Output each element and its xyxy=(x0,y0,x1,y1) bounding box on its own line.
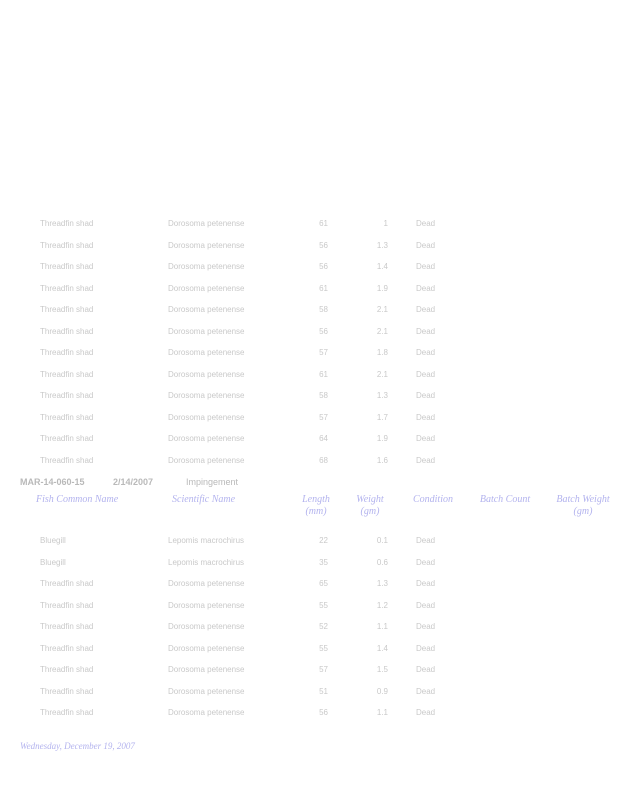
weight-value: 0.6 xyxy=(376,557,388,567)
table-row xyxy=(0,348,618,362)
condition-value: Dead xyxy=(416,240,436,250)
fish-common-name: Threadfin shad xyxy=(40,455,94,465)
fish-common-name: Bluegill xyxy=(40,557,66,567)
table-row xyxy=(0,413,618,427)
scientific-name: Dorosoma petenense xyxy=(168,391,245,400)
weight-value: 1.1 xyxy=(376,622,388,631)
length-value: 55 xyxy=(319,643,328,653)
fish-common-name: Threadfin shad xyxy=(40,391,94,400)
length-value: 61 xyxy=(319,219,328,228)
weight-value: 1.3 xyxy=(376,240,388,250)
header-weight-line2: (gm) xyxy=(360,506,380,517)
weight-value: 1.8 xyxy=(376,348,388,357)
weight-value: 2.1 xyxy=(376,326,388,336)
length-value: 58 xyxy=(319,391,328,400)
header-batch-weight xyxy=(548,494,618,518)
scientific-name: Dorosoma petenense xyxy=(168,686,245,696)
table-row xyxy=(0,622,618,636)
weight-value: 1.3 xyxy=(376,579,388,588)
weight-value: 1.2 xyxy=(376,600,388,610)
header-fish-common-name: Fish Common Name xyxy=(36,494,119,505)
header-length-line2: (mm) xyxy=(305,506,327,517)
weight-value: 2.1 xyxy=(376,369,388,379)
weight-value: 1.5 xyxy=(376,665,388,674)
condition-value: Dead xyxy=(416,369,436,379)
table-row xyxy=(0,579,618,593)
fish-common-name: Threadfin shad xyxy=(40,665,94,674)
length-value: 56 xyxy=(319,262,328,271)
scientific-name: Lepomis macrochirus xyxy=(168,536,245,545)
header-batch-weight-line2: (gm) xyxy=(573,506,593,517)
fish-common-name: Threadfin shad xyxy=(40,643,94,653)
table-row xyxy=(0,391,618,405)
scientific-name: Dorosoma petenense xyxy=(168,412,245,422)
condition-value: Dead xyxy=(416,305,436,314)
weight-value: 2.1 xyxy=(376,305,388,314)
condition-value: Dead xyxy=(416,262,436,271)
length-value: 57 xyxy=(319,665,328,674)
condition-value: Dead xyxy=(416,536,436,545)
fish-common-name: Threadfin shad xyxy=(40,305,94,314)
condition-value: Dead xyxy=(416,455,436,465)
length-value: 68 xyxy=(319,455,328,465)
scientific-name: Dorosoma petenense xyxy=(168,579,245,588)
scientific-name: Dorosoma petenense xyxy=(168,305,245,314)
scientific-name: Dorosoma petenense xyxy=(168,455,245,465)
fish-common-name: Threadfin shad xyxy=(40,369,94,379)
length-value: 56 xyxy=(319,326,328,336)
condition-value: Dead xyxy=(416,708,436,717)
length-value: 61 xyxy=(319,283,328,293)
sample-id: MAR-14-060-15 xyxy=(20,477,85,487)
weight-value: 1.1 xyxy=(376,708,388,717)
scientific-name: Dorosoma petenense xyxy=(168,369,245,379)
condition-value: Dead xyxy=(416,557,436,567)
fish-common-name: Threadfin shad xyxy=(40,686,94,696)
weight-value: 1.9 xyxy=(376,434,388,443)
weight-value: 0.1 xyxy=(376,536,388,545)
sample-type: Impingement xyxy=(186,477,239,487)
table-row xyxy=(0,665,618,679)
fish-common-name: Threadfin shad xyxy=(40,240,94,250)
table-row xyxy=(0,536,618,550)
condition-value: Dead xyxy=(416,665,436,674)
fish-common-name: Threadfin shad xyxy=(40,708,94,717)
condition-value: Dead xyxy=(416,622,436,631)
length-value: 56 xyxy=(319,240,328,250)
table-row xyxy=(0,284,618,298)
scientific-name: Lepomis macrochirus xyxy=(168,557,245,567)
scientific-name: Dorosoma petenense xyxy=(168,622,245,631)
condition-value: Dead xyxy=(416,579,436,588)
length-value: 55 xyxy=(319,600,328,610)
condition-value: Dead xyxy=(416,412,436,422)
table-row xyxy=(0,708,618,722)
header-batch-count: Batch Count xyxy=(479,494,531,505)
table-row xyxy=(0,687,618,701)
fish-common-name: Threadfin shad xyxy=(40,600,94,610)
header-weight-line1: Weight xyxy=(356,494,384,505)
scientific-name: Dorosoma petenense xyxy=(168,434,245,443)
length-value: 57 xyxy=(319,412,328,422)
condition-value: Dead xyxy=(416,643,436,653)
length-value: 64 xyxy=(319,434,328,443)
fish-common-name: Threadfin shad xyxy=(40,434,94,443)
fish-common-name: Threadfin shad xyxy=(40,579,94,588)
footer-date: Wednesday, December 19, 2007 xyxy=(20,741,135,751)
fish-common-name: Threadfin shad xyxy=(40,219,94,228)
table-row xyxy=(0,456,618,470)
scientific-name: Dorosoma petenense xyxy=(168,219,245,228)
fish-common-name: Threadfin shad xyxy=(40,412,94,422)
table-row xyxy=(0,241,618,255)
scientific-name: Dorosoma petenense xyxy=(168,600,245,610)
length-value: 61 xyxy=(319,369,328,379)
condition-value: Dead xyxy=(416,391,436,400)
fish-common-name: Threadfin shad xyxy=(40,348,94,357)
weight-value: 1.9 xyxy=(376,283,388,293)
fish-common-name: Threadfin shad xyxy=(40,622,94,631)
weight-value: 1.7 xyxy=(376,412,388,422)
header-scientific-name: Scientific Name xyxy=(172,494,236,505)
fish-common-name: Threadfin shad xyxy=(40,283,94,293)
header-weight xyxy=(350,494,390,518)
length-value: 22 xyxy=(319,536,328,545)
length-value: 56 xyxy=(319,708,328,717)
table-row xyxy=(0,327,618,341)
length-value: 58 xyxy=(319,305,328,314)
length-value: 51 xyxy=(319,686,328,696)
scientific-name: Dorosoma petenense xyxy=(168,665,245,674)
table-row xyxy=(0,601,618,615)
scientific-name: Dorosoma petenense xyxy=(168,240,245,250)
length-value: 57 xyxy=(319,348,328,357)
header-length-line1: Length xyxy=(302,494,330,505)
weight-value: 0.9 xyxy=(376,686,388,696)
fish-common-name: Bluegill xyxy=(40,536,66,545)
scientific-name: Dorosoma petenense xyxy=(168,348,245,357)
weight-value: 1.3 xyxy=(376,391,388,400)
fish-common-name: Threadfin shad xyxy=(40,262,94,271)
table-row xyxy=(0,262,618,276)
length-value: 35 xyxy=(319,557,328,567)
scientific-name: Dorosoma petenense xyxy=(168,326,245,336)
condition-value: Dead xyxy=(416,600,436,610)
weight-value: 1.4 xyxy=(376,643,388,653)
fish-common-name: Threadfin shad xyxy=(40,326,94,336)
length-value: 52 xyxy=(319,622,328,631)
table-row xyxy=(0,370,618,384)
scientific-name: Dorosoma petenense xyxy=(168,283,245,293)
header-condition: Condition xyxy=(412,494,453,505)
scientific-name: Dorosoma petenense xyxy=(168,643,245,653)
header-length xyxy=(296,494,336,518)
weight-value: 1.6 xyxy=(376,455,388,465)
length-value: 65 xyxy=(319,579,328,588)
condition-value: Dead xyxy=(416,434,436,443)
condition-value: Dead xyxy=(416,326,436,336)
table-row xyxy=(0,558,618,572)
scientific-name: Dorosoma petenense xyxy=(168,708,245,717)
weight-value: 1.4 xyxy=(376,262,388,271)
sample-date: 2/14/2007 xyxy=(113,477,154,487)
condition-value: Dead xyxy=(416,219,436,228)
table-row xyxy=(0,644,618,658)
table-row xyxy=(0,219,618,233)
condition-value: Dead xyxy=(416,686,436,696)
scientific-name: Dorosoma petenense xyxy=(168,262,245,271)
table-row xyxy=(0,305,618,319)
header-batch-weight-line1: Batch Weight xyxy=(556,494,610,505)
weight-value: 1 xyxy=(383,219,388,228)
condition-value: Dead xyxy=(416,283,436,293)
condition-value: Dead xyxy=(416,348,436,357)
table-row xyxy=(0,434,618,448)
